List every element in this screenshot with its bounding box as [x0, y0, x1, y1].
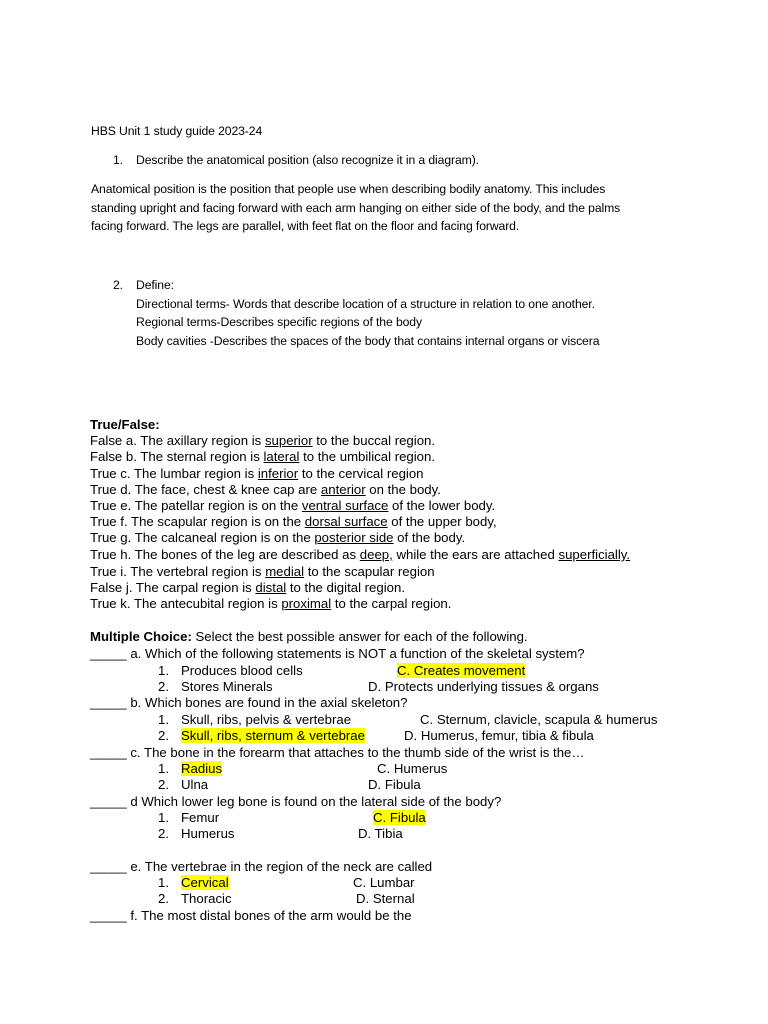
- option-2: Stores Minerals: [181, 679, 273, 694]
- mc-question-a: _____ a. Which of the following statements is NOT a function of the skeletal system?: [90, 646, 585, 661]
- true-false-heading: True/False:: [90, 417, 160, 432]
- tf-item: False b. The sternal region is lateral to the umbilical region.: [90, 449, 436, 464]
- mc-question-b: _____ b. Which bones are found in the axial skeleton?: [90, 695, 408, 710]
- option-1: Femur: [181, 810, 220, 825]
- option-number: 1.: [158, 875, 169, 890]
- tf-term: lateral: [263, 449, 300, 464]
- option-number: 1.: [158, 712, 169, 727]
- tf-item: True g. The calcaneal region is on the posterior side of the body.: [90, 530, 466, 545]
- tf-term: ventral surface: [301, 498, 389, 513]
- tf-term: superior: [264, 433, 313, 448]
- tf-term: posterior side: [314, 530, 394, 545]
- definition-regional: Regional terms-Describes specific regions of the body: [136, 315, 422, 329]
- option-number: 1.: [158, 810, 169, 825]
- option-number: 2.: [158, 679, 169, 694]
- option-d: D. Protects underlying tissues & organs: [368, 679, 599, 694]
- tf-term: deep,: [359, 547, 393, 562]
- tf-item: True h. The bones of the leg are described as deep, while the ears are attached superficially.: [90, 547, 631, 562]
- option-d: D. Tibia: [358, 826, 403, 841]
- option-1: [181, 875, 229, 891]
- highlighted-answer: C. Creates movement: [397, 663, 526, 678]
- tf-term: distal: [255, 580, 287, 595]
- option-d: D. Sternal: [356, 891, 415, 906]
- option-c: C. Sternum, clavicle, scapula & humerus: [420, 712, 658, 727]
- tf-item: True e. The patellar region is on the ventral surface of the lower body.: [90, 498, 496, 513]
- answer-blank: _____: [90, 859, 127, 874]
- tf-term: superficially.: [558, 547, 631, 562]
- q1-answer-line: standing upright and facing forward with each arm hanging on either side of the body, and the palms: [91, 201, 621, 215]
- answer-blank: _____: [90, 794, 127, 809]
- highlighted-answer: Skull, ribs, sternum & vertebrae: [181, 728, 365, 743]
- tf-term: dorsal surface: [304, 514, 388, 529]
- tf-term: anterior: [320, 482, 366, 497]
- q2-label: Define:: [136, 278, 174, 292]
- answer-blank: _____: [90, 745, 127, 760]
- highlighted-answer: Cervical: [181, 875, 229, 890]
- option-c: [397, 663, 525, 679]
- tf-item: True i. The vertebral region is medial to the scapular region: [90, 564, 435, 579]
- mc-question-f: _____ f. The most distal bones of the arm would be the: [90, 908, 412, 923]
- answer-blank: _____: [90, 646, 127, 661]
- tf-term: inferior: [257, 466, 299, 481]
- option-2: Thoracic: [181, 891, 232, 906]
- q2-number: 2.: [113, 278, 123, 292]
- option-2: Humerus: [181, 826, 235, 841]
- highlighted-answer: C. Fibula: [373, 810, 426, 825]
- q1-answer-line: Anatomical position is the position that people use when describing bodily anatomy. This includes: [91, 182, 606, 196]
- option-number: 1.: [158, 663, 169, 678]
- definition-directional: Directional terms- Words that describe location of a structure in relation to one another.: [136, 297, 595, 311]
- option-1: [181, 761, 222, 777]
- option-1: Skull, ribs, pelvis & vertebrae: [181, 712, 352, 727]
- option-d: D. Fibula: [368, 777, 421, 792]
- mc-question-d: _____ d Which lower leg bone is found on the lateral side of the body?: [90, 794, 502, 809]
- tf-term: proximal: [281, 596, 332, 611]
- tf-item: True c. The lumbar region is inferior to the cervical region: [90, 466, 424, 481]
- option-1: Produces blood cells: [181, 663, 303, 678]
- answer-blank: _____: [90, 908, 127, 923]
- q1-question: Describe the anatomical position (also recognize it in a diagram).: [136, 153, 479, 167]
- tf-item: False a. The axillary region is superior to the buccal region.: [90, 433, 436, 448]
- answer-blank: _____: [90, 695, 127, 710]
- highlighted-answer: Radius: [181, 761, 223, 776]
- q1-answer-line: facing forward. The legs are parallel, with feet flat on the floor and facing forward.: [91, 219, 520, 233]
- document-title: HBS Unit 1 study guide 2023-24: [91, 124, 263, 138]
- tf-item: False j. The carpal region is distal to the digital region.: [90, 580, 405, 595]
- tf-item: True k. The antecubital region is proximal to the carpal region.: [90, 596, 452, 611]
- option-number: 2.: [158, 728, 169, 743]
- option-2: Ulna: [181, 777, 209, 792]
- option-number: 2.: [158, 891, 169, 906]
- tf-item: True d. The face, chest & knee cap are anterior on the body.: [90, 482, 441, 497]
- option-number: 1.: [158, 761, 169, 776]
- mc-question-e: _____ e. The vertebrae in the region of the neck are called: [90, 859, 433, 874]
- option-number: 2.: [158, 826, 169, 841]
- multiple-choice-heading: Multiple Choice: Select the best possible answer for each of the following.: [90, 629, 528, 644]
- option-2: [181, 728, 365, 744]
- multiple-choice-instructions: Select the best possible answer for each of the following.: [191, 629, 528, 644]
- tf-item: True f. The scapular region is on the dorsal surface of the upper body,: [90, 514, 497, 529]
- mc-question-c: _____ c. The bone in the forearm that attaches to the thumb side of the wrist is the…: [90, 745, 585, 760]
- option-number: 2.: [158, 777, 169, 792]
- option-d: D. Humerus, femur, tibia & fibula: [404, 728, 594, 743]
- option-c: C. Lumbar: [353, 875, 415, 890]
- definition-cavities: Body cavities -Describes the spaces of the body that contains internal organs or viscera: [136, 334, 600, 348]
- q1-number: 1.: [113, 153, 123, 167]
- tf-term: medial: [265, 564, 305, 579]
- option-c: [373, 810, 426, 826]
- option-c: C. Humerus: [377, 761, 448, 776]
